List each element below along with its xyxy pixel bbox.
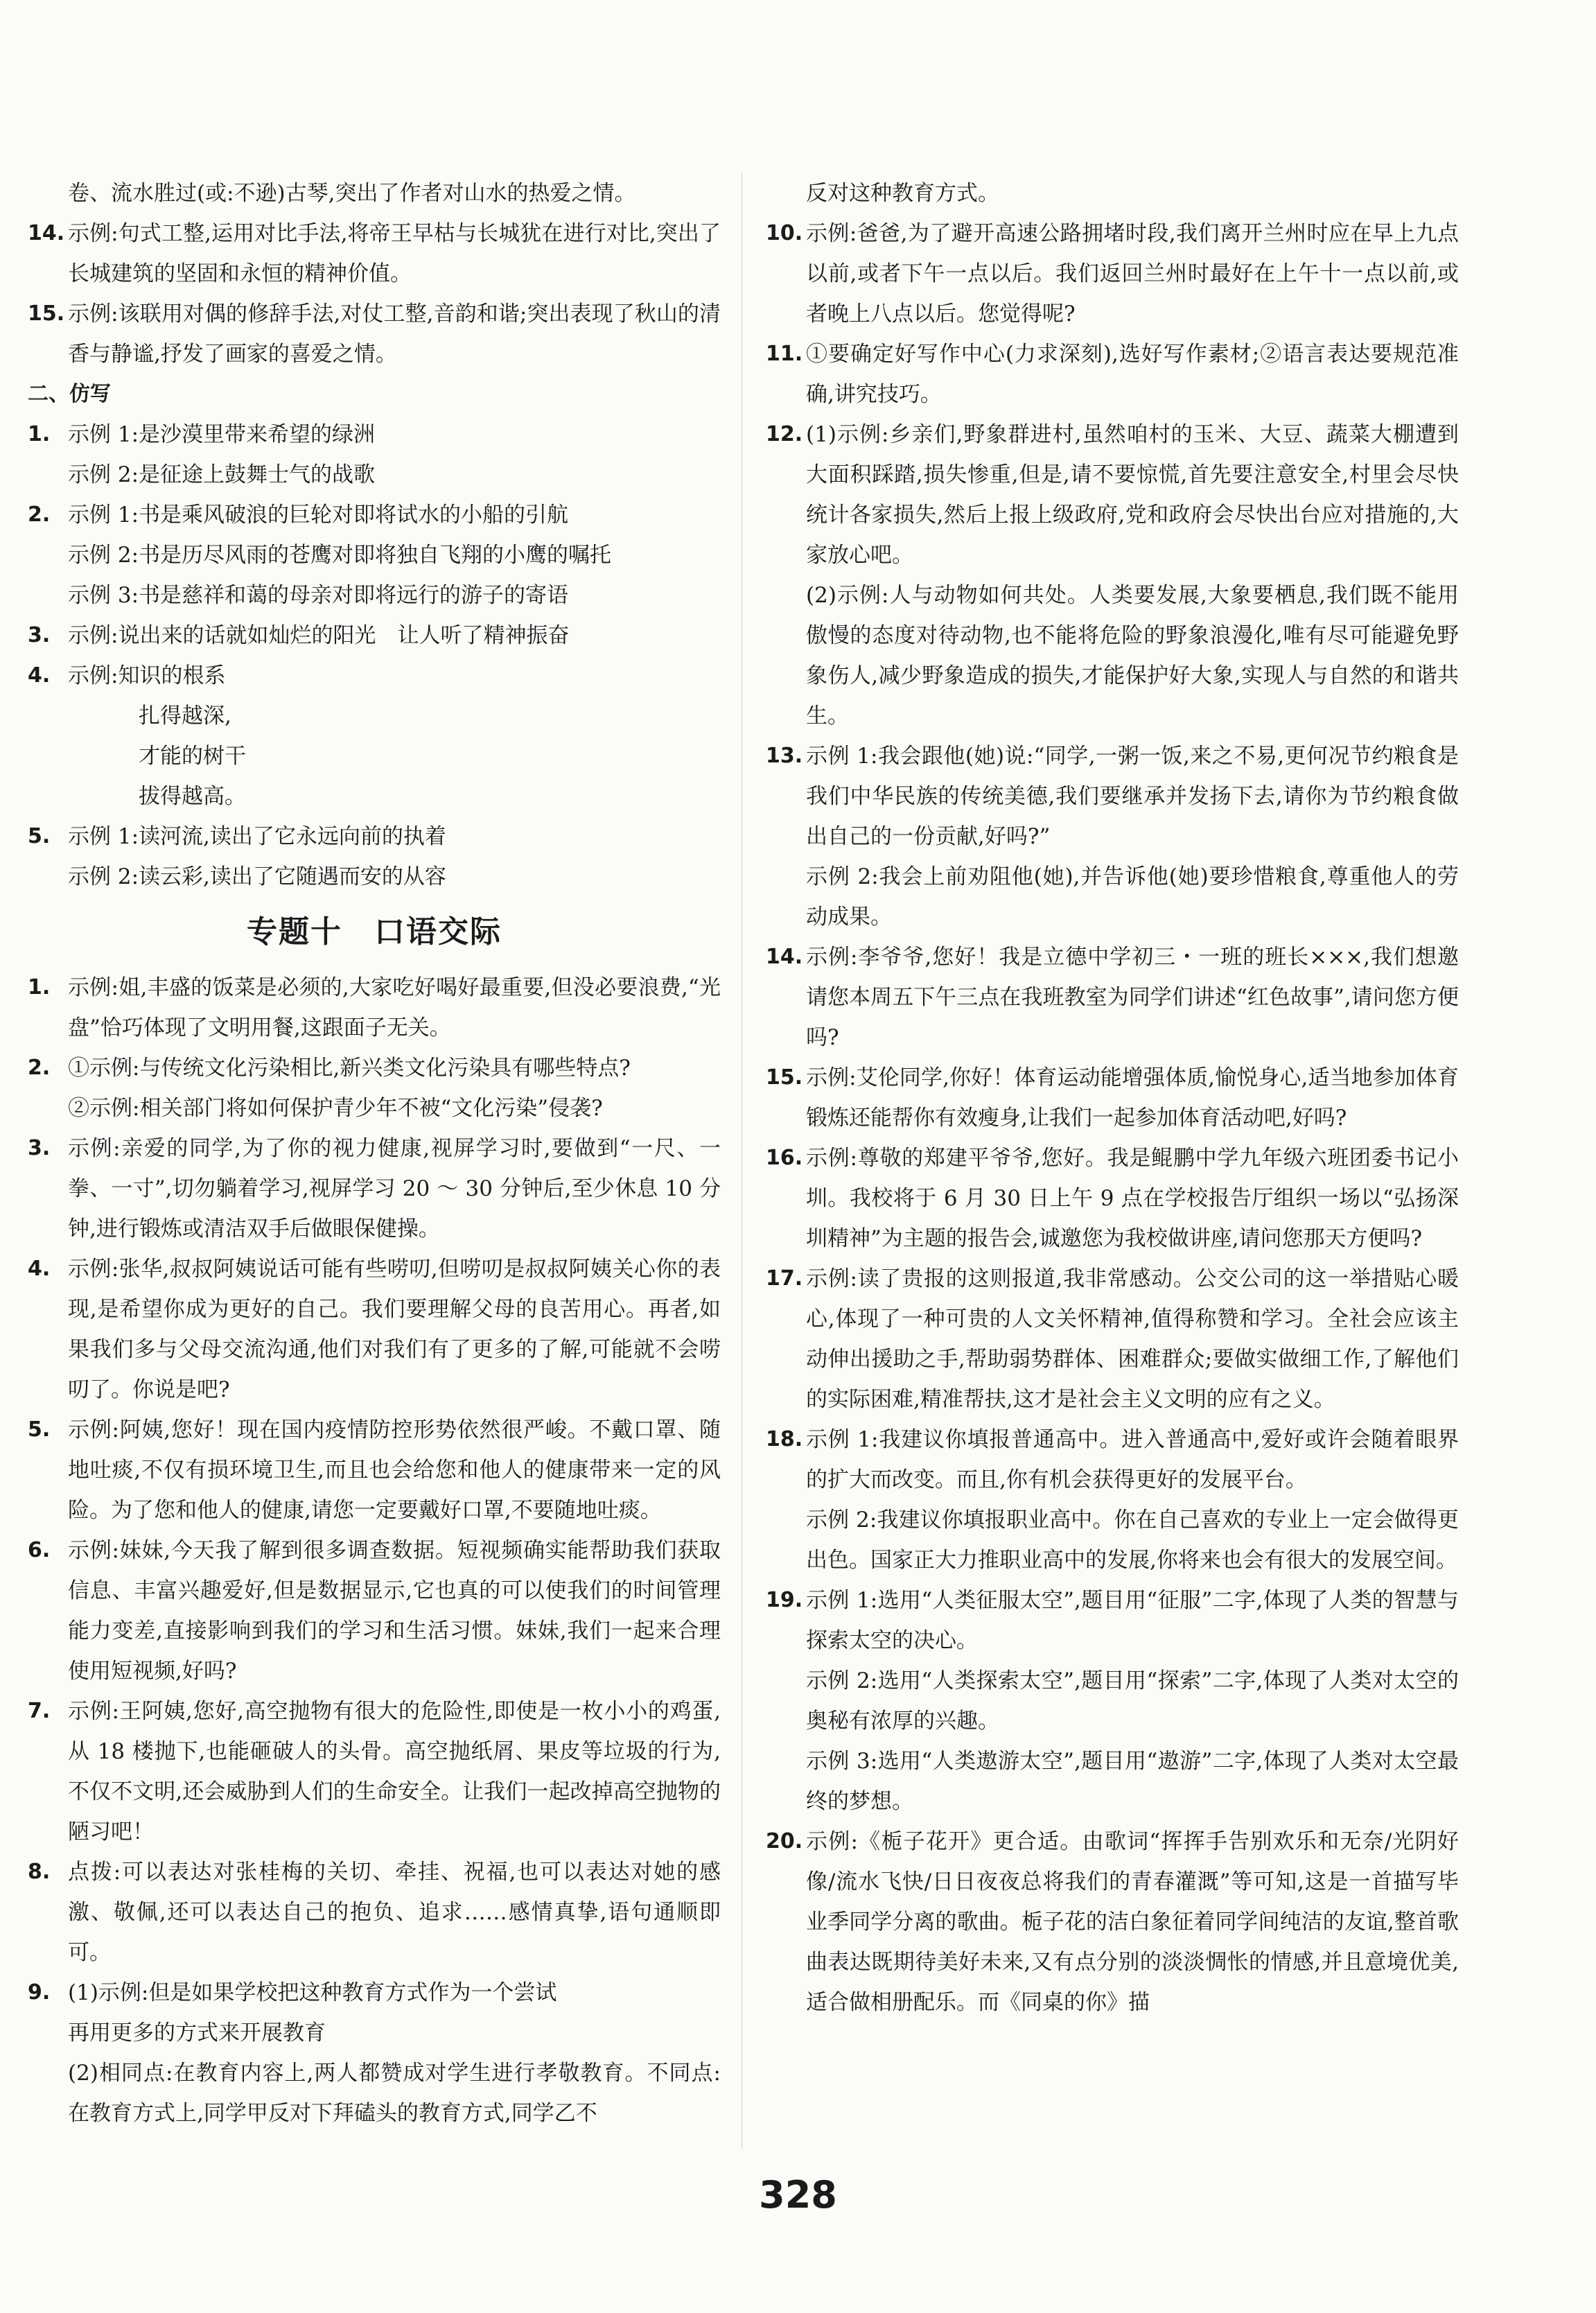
item-text: 示例 1:书是乘风破浪的巨轮对即将试水的小船的引航: [68, 503, 569, 527]
answer-item: [28, 213, 721, 294]
item-number: 18.: [766, 1427, 803, 1451]
item-text: ②示例:相关部门将如何保护青少年不被“文化污染”侵袭?: [68, 1096, 603, 1121]
item-text: 示例:尊敬的郑建平爷爷,您好。我是鲲鹏中学九年级六班团委书记小圳。我校将于 6 月 30 日上午 9 点在学校报告厅组织一场以“弘扬深圳精神”为主题的报告会,诚邀您为我校做讲座,请问您那天方便吗?: [806, 1146, 1459, 1251]
item-number: 5.: [28, 1417, 51, 1442]
item-text: 示例 1:我建议你填报普通高中。进入普通高中,爱好或许会随着眼界的扩大而改变。而且,你有机会获得更好的发展平台。: [806, 1427, 1459, 1492]
answer-item: [28, 817, 721, 857]
item-text: 示例:亲爱的同学,为了你的视力健康,视屏学习时,要做到“一尺、一拳、一寸”,切勿躺着学习,视屏学习 20 ～ 30 分钟后,至少休息 10 分钟,进行锻炼或清洁双手后做眼保健操。: [68, 1136, 721, 1241]
item-text: 示例:读了贵报的这则报道,我非常感动。公交公司的这一举措贴心暖心,体现了一种可贵的人文关怀精神,值得称赞和学习。全社会应该主动伸出援助之手,帮助弱势群体、困难群众;要做实做细工作,了解他们的实际困难,精准帮扶,这才是社会主义文明的应有之义。: [806, 1266, 1459, 1412]
item-number: 10.: [766, 221, 803, 245]
item-number: 16.: [766, 1146, 803, 1170]
answer-item: [766, 1259, 1459, 1420]
item-text: 示例:知识的根系: [68, 663, 226, 688]
item-text: 示例:爸爸,为了避开高速公路拥堵时段,我们离开兰州时应在早上九点以前,或者下午一点以后。我们返回兰州时最好在上午十一点以前,或者晚上八点以后。您觉得呢?: [806, 221, 1459, 326]
item-text: (1)示例:但是如果学校把这种教育方式作为一个尝试: [68, 1980, 557, 2005]
item-number: 2.: [28, 1056, 51, 1080]
right-column: [766, 173, 1459, 2023]
answer-item: [766, 1058, 1459, 1138]
item-text: 示例:该联用对偶的修辞手法,对仗工整,音韵和谐;突出表现了秋山的清香与静谧,抒发了画家的喜爱之情。: [68, 302, 721, 367]
item-text: 再用更多的方式来开展教育: [68, 2020, 326, 2045]
item-text: 示例:张华,叔叔阿姨说话可能有些唠叨,但唠叨是叔叔阿姨关心你的表现,是希望你成为更好的自己。我们要理解父母的良苦用心。再者,如果我们多与父母交流沟通,他们对我们有了更多的了解,可能就不会唠叨了。你说是吧?: [68, 1257, 721, 1402]
answer-item: [28, 968, 721, 1048]
answer-item: [28, 1128, 721, 1249]
answer-item: [28, 1048, 721, 1088]
item-number: 13.: [766, 744, 803, 768]
answer-item: [28, 1973, 721, 2013]
poem-line: 拔得越高。: [139, 784, 246, 809]
item-number: 1.: [28, 422, 51, 446]
item-text: 点拨:可以表达对张桂梅的关切、牵挂、祝福,也可以表达对她的感激、敬佩,还可以表达自己的抱负、追求……感情真挚,语句通顺即可。: [68, 1860, 721, 1965]
item-text: (1)示例:乡亲们,野象群进村,虽然咱村的玉米、大豆、蔬菜大棚遭到大面积踩踏,损失惨重,但是,请不要惊慌,首先要注意安全,村里会尽快统计各家损失,然后上报上级政府,党和政府会尽快出台应对措施的,大家放心吧。: [806, 422, 1459, 568]
item-text: 示例 2:书是历尽风雨的苍鹰对即将独自飞翔的小鹰的嘱托: [68, 543, 612, 568]
item-text: 示例:句式工整,运用对比手法,将帝王早枯与长城犹在进行对比,突出了长城建筑的坚固和永恒的精神价值。: [68, 221, 721, 286]
item-text: 示例 1:选用“人类征服太空”,题目用“征服”二字,体现了人类的智慧与探索太空的决心。: [806, 1588, 1459, 1653]
answer-item: [766, 1138, 1459, 1259]
answer-item: [766, 334, 1459, 414]
item-text: 示例:姐,丰盛的饭菜是必须的,大家吃好喝好最重要,但没必要浪费,“光盘”恰巧体现了文明用餐,这跟面子无关。: [68, 975, 721, 1040]
item-text: 示例 2:我建议你填报职业高中。你在自己喜欢的专业上一定会做得更出色。国家正大力推职业高中的发展,你将来也会有很大的发展空间。: [806, 1508, 1459, 1573]
item-number: 4.: [28, 663, 51, 688]
item-number: 17.: [766, 1266, 803, 1291]
item-number: 20.: [766, 1829, 803, 1853]
item-text: 示例 1:我会跟他(她)说:“同学,一粥一饭,来之不易,更何况节约粮食是我们中华民族的传统美德,我们要继承并发扬下去,请你为节约粮食做出自己的一份贡献,好吗?”: [806, 744, 1459, 849]
item-text: 示例:说出来的话就如灿烂的阳光 让人听了精神振奋: [68, 623, 570, 648]
item-number: 8.: [28, 1860, 51, 1884]
item-text: 示例:《栀子花开》更合适。由歌词“挥挥手告别欢乐和无奈/光阴好像/流水飞快/日日夜夜总将我们的青春灌溉”等可知,这是一首描写毕业季同学分离的歌曲。栀子花的洁白象征着同学间纯洁的友谊,整首歌曲表达既期待美好未来,又有点分别的淡淡惆怅的情感,并且意境优美,适合做相册配乐。而《同桌的你》描: [806, 1829, 1459, 2015]
item-text: 示例 2:选用“人类探索太空”,题目用“探索”二字,体现了人类对太空的奥秘有浓厚的兴趣。: [806, 1668, 1459, 1734]
item-number: 3.: [28, 1136, 51, 1160]
answer-item: [28, 294, 721, 374]
left-column: [28, 173, 721, 2133]
item-number: 14.: [766, 945, 803, 969]
answer-item: [766, 937, 1459, 1058]
item-number: 15.: [28, 302, 65, 326]
continuation-text: 反对这种教育方式。: [806, 181, 999, 206]
answer-item: [28, 414, 721, 455]
answer-item: [766, 213, 1459, 334]
item-text: 示例:艾伦同学,你好！体育运动能增强体质,愉悦身心,适当地参加体育锻炼还能帮你有效瘦身,让我们一起参加体育活动吧,好吗?: [806, 1065, 1459, 1131]
item-number: 14.: [28, 221, 65, 245]
answer-item: [766, 414, 1459, 575]
item-text: 示例 1:读河流,读出了它永远向前的执着: [68, 824, 446, 849]
item-text: (2)示例:人与动物如何共处。人类要发展,大象要栖息,我们既不能用傲慢的态度对待动物,也不能将危险的野象浪漫化,唯有尽可能避免野象伤人,减少野象造成的损失,才能保护好大象,实现人与自然的和谐共生。: [806, 583, 1459, 728]
item-text: 示例 2:读云彩,读出了它随遇而安的从容: [68, 864, 446, 889]
poem-line: 才能的树干: [139, 744, 246, 769]
item-text: 示例 1:是沙漠里带来希望的绿洲: [68, 422, 376, 447]
item-number: 2.: [28, 503, 51, 527]
answer-item: [28, 1691, 721, 1852]
poem-line: 扎得越深,: [139, 704, 231, 728]
item-text: 示例 2:我会上前劝阻他(她),并告诉他(她)要珍惜粮食,尊重他人的劳动成果。: [806, 864, 1459, 929]
item-number: 12.: [766, 422, 803, 446]
item-text: 示例 3:书是慈祥和蔼的母亲对即将远行的游子的寄语: [68, 583, 569, 608]
answer-item: [28, 616, 721, 656]
item-text: (2)相同点:在教育内容上,两人都赞成对学生进行孝敬教育。不同点:在教育方式上,同学甲反对下拜磕头的教育方式,同学乙不: [68, 2061, 721, 2126]
answer-item: [28, 1410, 721, 1530]
item-text: 示例 2:是征途上鼓舞士气的战歌: [68, 462, 376, 487]
item-text: 示例:李爷爷,您好！我是立德中学初三・一班的班长×××,我们想邀请您本周五下午三点在我班教室为同学们讲述“红色故事”,请问您方便吗?: [806, 945, 1459, 1050]
section-heading: 二、仿写: [28, 382, 111, 406]
item-number: 5.: [28, 824, 51, 848]
answer-item: [28, 1852, 721, 1973]
item-number: 15.: [766, 1065, 803, 1090]
answer-item: [766, 736, 1459, 857]
item-number: 6.: [28, 1538, 51, 1562]
item-number: 4.: [28, 1257, 51, 1281]
item-number: 9.: [28, 1980, 51, 2005]
item-text: ①要确定好写作中心(力求深刻),选好写作素材;②语言表达要规范准确,讲究技巧。: [806, 342, 1459, 407]
item-number: 3.: [28, 623, 51, 647]
item-text: ①示例:与传统文化污染相比,新兴类文化污染具有哪些特点?: [68, 1056, 631, 1081]
answer-item: [28, 495, 721, 535]
answer-item: [28, 1249, 721, 1410]
answer-item: [766, 1580, 1459, 1661]
answer-item: [28, 656, 721, 696]
item-number: 7.: [28, 1699, 51, 1723]
answer-item: [766, 1420, 1459, 1500]
page-number: 328: [759, 2173, 837, 2217]
item-text: 示例:阿姨,您好！现在国内疫情防控形势依然很严峻。不戴口罩、随地吐痰,不仅有损环境卫生,而且也会给您和他人的健康带来一定的风险。为了您和他人的健康,请您一定要戴好口罩,不要随地吐痰。: [68, 1417, 721, 1523]
continuation-text: 卷、流水胜过(或:不逊)古琴,突出了作者对山水的热爱之情。: [68, 181, 636, 206]
item-text: 示例:王阿姨,您好,高空抛物有很大的危险性,即使是一枚小小的鸡蛋,从 18 楼抛下,也能砸破人的头骨。高空抛纸屑、果皮等垃圾的行为,不仅不文明,还会威胁到人们的生命安全。让我们一起改掉高空抛物的陋习吧！: [68, 1699, 721, 1844]
topic-title: 专题十 口语交际: [247, 914, 502, 950]
answer-item: [28, 1530, 721, 1691]
item-number: 11.: [766, 342, 803, 366]
item-text: 示例 3:选用“人类遨游太空”,题目用“遨游”二字,体现了人类对太空最终的梦想。: [806, 1749, 1459, 1814]
item-number: 19.: [766, 1588, 803, 1612]
item-text: 示例:妹妹,今天我了解到很多调查数据。短视频确实能帮助我们获取信息、丰富兴趣爱好,但是数据显示,它也真的可以使我们的时间管理能力变差,直接影响到我们的学习和生活习惯。妹妹,我们一起来合理使用短视频,好吗?: [68, 1538, 721, 1684]
answer-item: [766, 1822, 1459, 2023]
item-number: 1.: [28, 975, 51, 1000]
